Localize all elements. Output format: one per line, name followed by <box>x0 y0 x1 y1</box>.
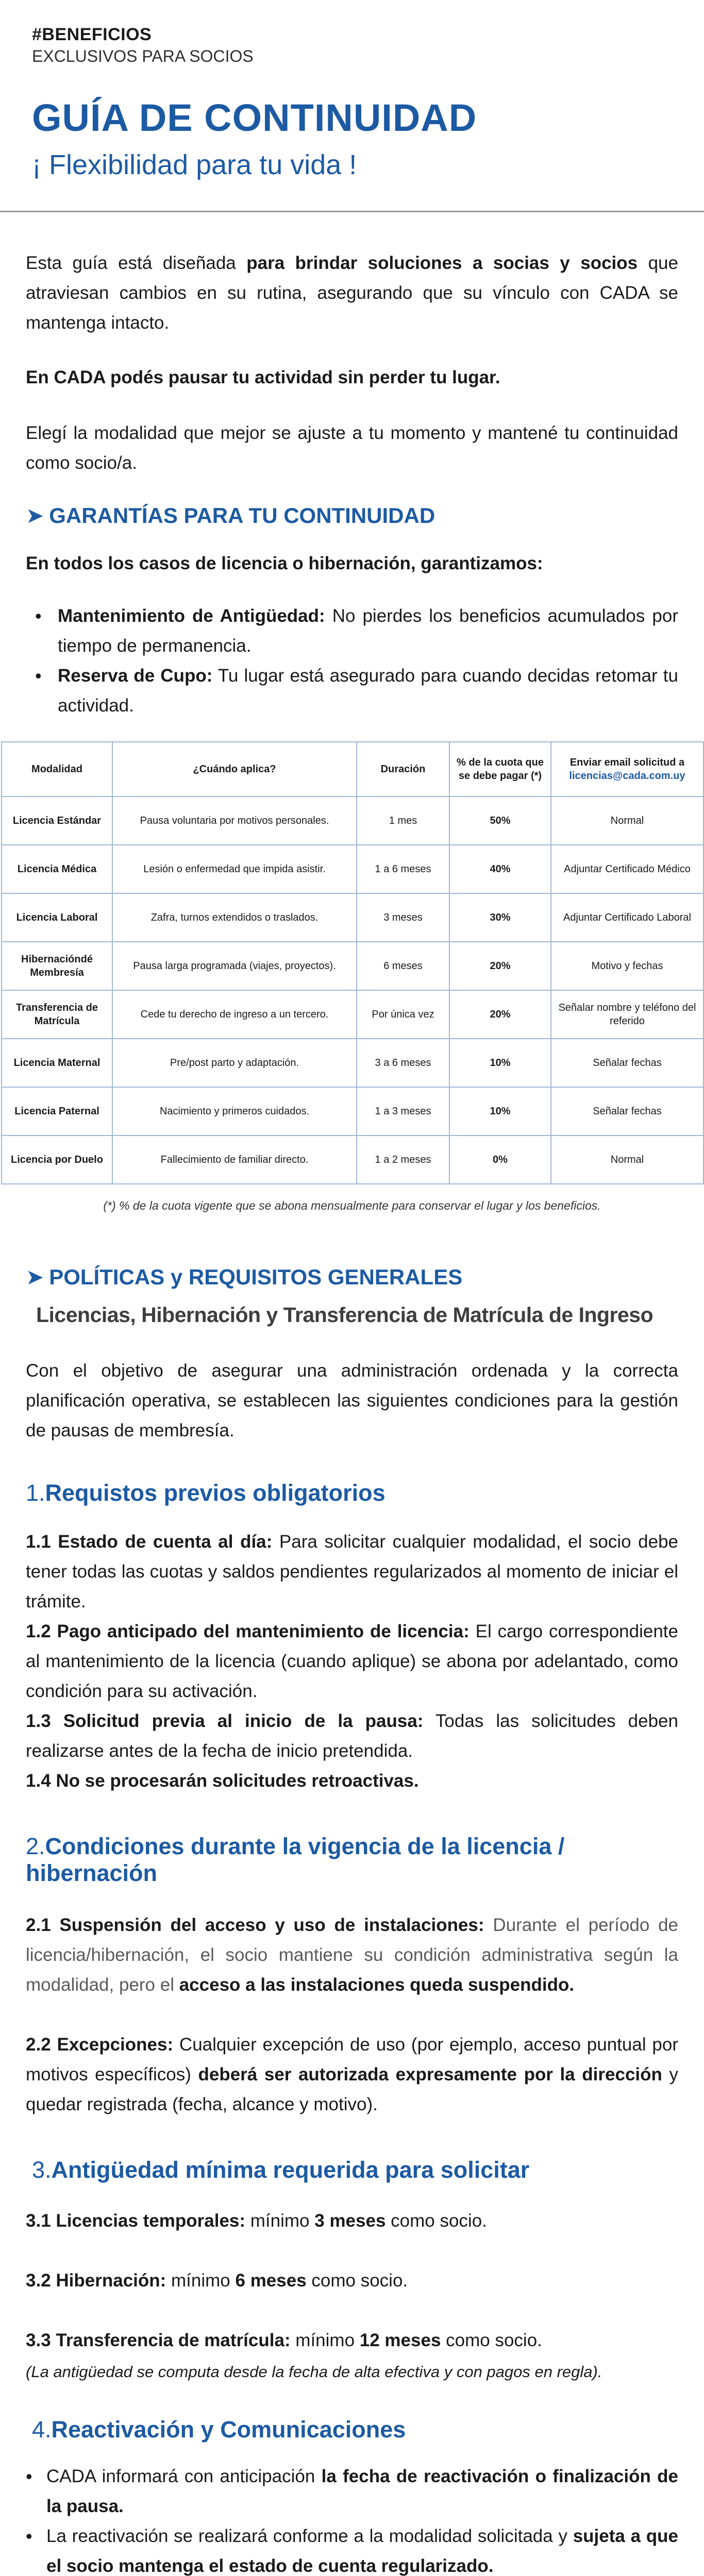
cell-percent: 50% <box>449 796 551 845</box>
cell-percent: 20% <box>449 942 551 990</box>
policies-heading <box>26 1264 678 1290</box>
section-1-body <box>26 1527 678 1796</box>
cell-percent: 40% <box>449 845 551 893</box>
intro-text: Esta guía está diseñada <box>26 253 247 273</box>
cell-duration: 3 a 6 meses <box>357 1039 449 1087</box>
cell-email-note: Normal <box>551 1136 703 1184</box>
cell-when: Zafra, turnos extendidos o traslados. <box>112 893 357 942</box>
item-bold: 3.2 Hibernación: <box>26 2270 166 2291</box>
cell-when: Pre/post parto y adaptación. <box>112 1039 357 1087</box>
item-bold: 1.1 Estado de cuenta al día: <box>26 1532 273 1552</box>
section-3-body <box>26 2206 678 2381</box>
list-item <box>26 2521 678 2576</box>
licenses-table <box>1 741 704 1184</box>
table-header-row <box>2 742 703 796</box>
seniority-note: (La antigüedad se computa desde la fecha de alta efectiva y con pagos en regla). <box>26 2363 602 2381</box>
bullet-icon: • <box>26 2526 32 2547</box>
table-row <box>2 796 703 845</box>
item-text: No pierdes los beneficios acumulados por tiempo de permanencia. <box>58 606 678 656</box>
table-row <box>2 1136 703 1184</box>
item-value: 3 meses <box>314 2211 386 2231</box>
table-footnote: (*) % de la cuota vigente que se abona mensualmente para conservar el lugar y los beneficios. <box>103 1199 601 1212</box>
intro-paragraph <box>26 248 678 338</box>
cell-when: Pausa larga programada (viajes, proyectos). <box>112 942 357 990</box>
table-row <box>2 1087 703 1136</box>
item-bold-mid: deberá ser autorizada expresamente por la dirección <box>198 2064 662 2084</box>
cell-when: Pausa voluntaria por motivos personales. <box>112 796 357 845</box>
section-1-heading <box>26 1480 678 1506</box>
intro-text-end: que atraviesan cambios en su rutina, asegurando que su vínculo con CADA se mantenga intacto. <box>26 253 678 333</box>
cell-email-note: Adjuntar Certificado Médico <box>551 845 703 893</box>
item-1-2 <box>26 1617 678 1706</box>
cell-modality: Licencia Laboral <box>2 893 112 942</box>
table-row <box>2 990 703 1039</box>
cell-email-note: Señalar fechas <box>551 1039 703 1087</box>
section-3-heading <box>32 2157 678 2183</box>
intro-choose-statement: Elegí la modalidad que mejor se ajuste a tu momento y mantené tu continuidad como socio/a. <box>26 423 678 473</box>
col-header-modality: Modalidad <box>2 742 112 796</box>
cell-duration: 1 a 6 meses <box>357 845 449 893</box>
cell-duration: 1 a 2 meses <box>357 1136 449 1184</box>
cell-percent: 30% <box>449 893 551 942</box>
tag-label: #BENEFICIOS <box>32 25 152 44</box>
cell-percent: 20% <box>449 990 551 1039</box>
item-text: Tu lugar está asegurado para cuando decidas retomar tu actividad. <box>58 666 678 716</box>
policies-intro: Con el objetivo de asegurar una administración ordenada y la correcta planificación operativa, se establecen las siguientes condiciones para la gestión de pausas de membresía. <box>26 1361 678 1440</box>
section-4-list <box>26 2462 678 2576</box>
item-bold-end: acceso a las instalaciones queda suspendido. <box>179 1975 575 1995</box>
arrow-icon: ➤ <box>26 1265 44 1289</box>
section-title: Requistos previos obligatorios <box>45 1480 385 1506</box>
section-number: 2. <box>26 1833 45 1859</box>
item-text-end: y quedar registrada (fecha, alcance y motivo). <box>26 2064 678 2114</box>
item-text: mínimo <box>245 2211 315 2231</box>
cell-duration: 3 meses <box>357 893 449 942</box>
cell-percent: 0% <box>449 1136 551 1184</box>
bullet-icon: • <box>35 605 42 626</box>
main-content <box>0 248 704 2576</box>
item-text: Todas las solicitudes deben realizarse antes de la fecha de inicio pretendida. <box>26 1711 678 1761</box>
item-bold: 1.2 Pago anticipado del mantenimiento de licencia: <box>26 1621 470 1641</box>
item-bold: Mantenimiento de Antigüedad: <box>58 606 325 626</box>
cell-email-note: Adjuntar Certificado Laboral <box>551 893 703 942</box>
section-title: Condiciones durante la vigencia de la licencia / hibernación <box>26 1833 565 1886</box>
item-bold: 1.3 Solicitud previa al inicio de la pausa: <box>26 1711 424 1731</box>
col-header-duration: Duración <box>357 742 449 796</box>
item-text-end: como socio. <box>306 2270 408 2291</box>
email-header-text: Enviar email solicitud a <box>569 757 685 768</box>
item-3-1 <box>26 2206 678 2236</box>
cell-when: Nacimiento y primeros cuidados. <box>112 1087 357 1136</box>
table-row <box>2 942 703 990</box>
cell-email-note: Señalar nombre y teléfono del referido <box>551 990 703 1039</box>
bullet-icon: • <box>35 665 42 686</box>
list-item <box>26 601 678 661</box>
item-text-end: como socio. <box>441 2330 542 2350</box>
page-title: GUÍA DE CONTINUIDAD <box>32 96 477 139</box>
cell-email-note: Normal <box>551 796 703 845</box>
table-row <box>2 845 703 893</box>
item-bold: 2.2 Excepciones: <box>26 2035 174 2055</box>
table-row <box>2 893 703 942</box>
item-3-3 <box>26 2326 678 2355</box>
item-text: mínimo <box>290 2330 360 2350</box>
cell-duration: 6 meses <box>357 942 449 990</box>
section-number: 4. <box>32 2416 52 2443</box>
item-2-1 <box>26 1910 678 2000</box>
item-text-end: como socio. <box>385 2211 487 2231</box>
item-1-1 <box>26 1527 678 1617</box>
section-title: Antigüedad mínima requerida para solicitar <box>51 2157 530 2183</box>
item-bold: sujeta a que el socio mantenga el estado de cuenta regularizado. <box>46 2526 678 2576</box>
section-4-heading <box>32 2416 678 2443</box>
intro-bold: para brindar soluciones a socias y socios <box>246 253 638 273</box>
policies-heading-text: POLÍTICAS y REQUISITOS GENERALES <box>49 1265 463 1289</box>
item-3-2 <box>26 2266 678 2296</box>
guarantees-list <box>26 601 678 721</box>
item-bold: 3.3 Transferencia de matrícula: <box>26 2330 291 2350</box>
cell-percent: 10% <box>449 1087 551 1136</box>
col-header-percent: % de la cuota que se debe pagar (*) <box>449 742 551 796</box>
section-2-body <box>26 1910 678 2120</box>
cell-modality: Licencia Paternal <box>2 1087 112 1136</box>
cell-modality: Transferencia de Matrícula <box>2 990 112 1039</box>
item-value: 6 meses <box>235 2270 307 2291</box>
col-header-when: ¿Cuándo aplica? <box>112 742 357 796</box>
cell-modality: Licencia por Duelo <box>2 1136 112 1184</box>
cell-percent: 10% <box>449 1039 551 1087</box>
item-text: Para solicitar cualquier modalidad, el socio debe tener todas las cuotas y saldos pendientes regularizados al momento de iniciar el trámite. <box>26 1532 678 1612</box>
cell-email-note: Motivo y fechas <box>551 942 703 990</box>
cell-when: Fallecimiento de familiar directo. <box>112 1136 357 1184</box>
item-text: El cargo correspondiente al mantenimiento de la licencia (cuando aplique) se abona por adelantado, como condición para su activación. <box>26 1621 678 1701</box>
intro-pause-statement: En CADA podés pausar tu actividad sin perder tu lugar. <box>26 367 500 387</box>
item-text: mínimo <box>166 2270 236 2291</box>
table-body <box>2 796 703 1184</box>
item-bold: 1.4 No se procesarán solicitudes retroactivas. <box>26 1771 419 1791</box>
item-bold: la fecha de reactivación o finalización de la pausa. <box>46 2466 678 2516</box>
section-number: 1. <box>26 1480 45 1506</box>
cell-modality: Licencia Maternal <box>2 1039 112 1087</box>
list-item <box>26 661 678 721</box>
cell-duration: 1 a 3 meses <box>357 1087 449 1136</box>
item-2-2 <box>26 2030 678 2120</box>
cell-modality: Licencia Médica <box>2 845 112 893</box>
guarantees-heading-text: GARANTÍAS PARA TU CONTINUIDAD <box>49 503 435 528</box>
cell-when: Cede tu derecho de ingreso a un tercero. <box>112 990 357 1039</box>
section-title: Reactivación y Comunicaciones <box>51 2416 406 2443</box>
item-text: La reactivación se realizará conforme a la modalidad solicitada y <box>46 2526 573 2546</box>
email-header-link[interactable]: licencias@cada.com.uy <box>569 770 685 782</box>
cell-when: Lesión o enfermedad que impida asistir. <box>112 845 357 893</box>
col-header-email <box>551 742 703 796</box>
item-text: Durante el período de licencia/hibernación, el socio mantiene su condición administrativa según la modalidad, pero el <box>26 1915 678 1995</box>
page-subtitle: ¡ Flexibilidad para tu vida ! <box>32 149 357 180</box>
guarantees-heading <box>26 503 678 528</box>
table-row <box>2 1039 703 1087</box>
item-bold: Reserva de Cupo: <box>58 666 213 686</box>
section-2-heading <box>26 1833 678 1887</box>
section-number: 3. <box>32 2157 52 2183</box>
cell-modality: Hibernacióndé Membresía <box>2 942 112 990</box>
guarantees-lead: En todos los casos de licencia o hibernación, garantizamos: <box>26 553 543 573</box>
cell-duration: Por única vez <box>357 990 449 1039</box>
cell-email-note: Señalar fechas <box>551 1087 703 1136</box>
item-bold: 3.1 Licencias temporales: <box>26 2211 246 2231</box>
arrow-icon: ➤ <box>26 503 44 528</box>
item-text: CADA informará con anticipación <box>46 2466 322 2486</box>
item-bold: 2.1 Suspensión del acceso y uso de instalaciones: <box>26 1915 484 1935</box>
tag-subtitle: EXCLUSIVOS PARA SOCIOS <box>32 47 254 65</box>
header <box>0 0 704 212</box>
item-value: 12 meses <box>359 2330 441 2350</box>
cell-duration: 1 mes <box>357 796 449 845</box>
list-item <box>26 2462 678 2521</box>
policies-subheading: Licencias, Hibernación y Transferencia de Matrícula de Ingreso <box>36 1303 653 1327</box>
cell-modality: Licencia Estándar <box>2 796 112 845</box>
bullet-icon: • <box>26 2466 32 2487</box>
item-1-3 <box>26 1706 678 1766</box>
item-1-4 <box>26 1766 678 1796</box>
item-text: Cualquier excepción de uso (por ejemplo, acceso puntual por motivos específicos) <box>26 2035 678 2084</box>
